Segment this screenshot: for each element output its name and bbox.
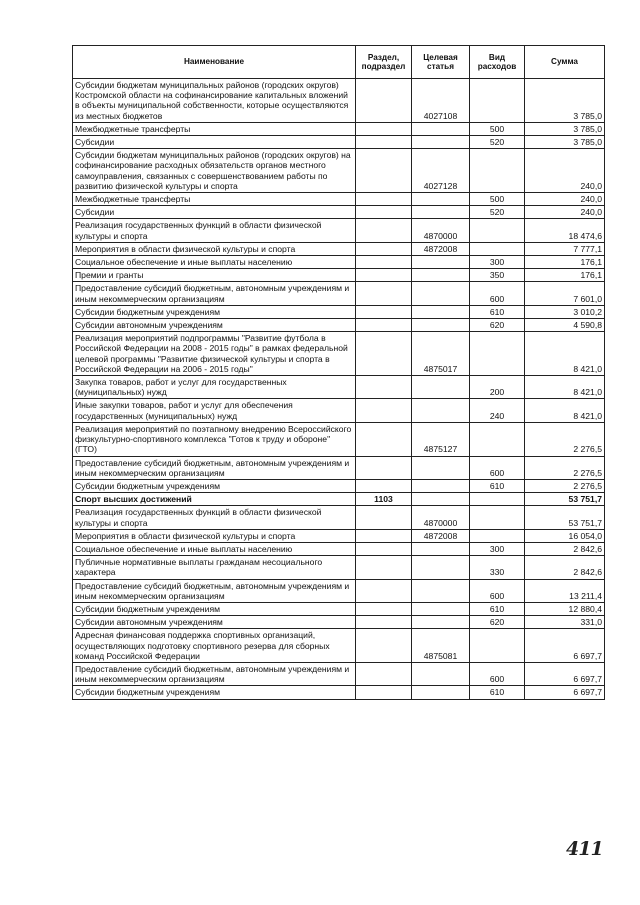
cell-type: 350 [470,269,525,282]
table-header-row [73,46,605,79]
table-row [73,602,605,615]
cell-target: 4872008 [412,529,470,542]
cell-type: 600 [470,282,525,305]
cell-target: 4875017 [412,332,470,376]
cell-sum: 2 276,5 [525,456,605,479]
cell-section [356,376,412,399]
cell-sum: 7 601,0 [525,282,605,305]
table-row [73,256,605,269]
cell-name: Субсидии автономным учреждениям [73,319,356,332]
cell-sum: 2 842,6 [525,556,605,579]
cell-sum: 18 474,6 [525,219,605,242]
cell-target [412,305,470,318]
cell-type: 200 [470,376,525,399]
cell-sum: 4 590,8 [525,319,605,332]
table-row [73,629,605,663]
cell-name: Межбюджетные трансферты [73,193,356,206]
cell-sum: 13 211,4 [525,579,605,602]
cell-type: 600 [470,456,525,479]
cell-type: 620 [470,616,525,629]
table-row [73,542,605,555]
cell-type [470,506,525,529]
cell-section [356,282,412,305]
cell-target [412,456,470,479]
cell-sum: 3 785,0 [525,79,605,123]
cell-section: 1103 [356,493,412,506]
cell-type: 330 [470,556,525,579]
cell-section [356,686,412,699]
cell-type [470,332,525,376]
table-row [73,376,605,399]
cell-section [356,529,412,542]
cell-type: 610 [470,479,525,492]
cell-target [412,479,470,492]
cell-type [470,529,525,542]
cell-target [412,399,470,422]
cell-sum: 2 842,6 [525,542,605,555]
cell-type: 610 [470,305,525,318]
budget-table [72,45,605,700]
cell-sum: 3 785,0 [525,136,605,149]
cell-type: 300 [470,256,525,269]
cell-sum: 8 421,0 [525,399,605,422]
cell-name: Предоставление субсидий бюджетным, автономным учреждениям и иным некоммерческим организациям [73,662,356,685]
table-row [73,193,605,206]
cell-name: Реализация мероприятий подпрограммы "Развитие футбола в Российской Федерации на 2008 - 2015 годы" в рамках федеральной целевой программы "Развитие физической культуры и спорта в Российской Федерации на 2006 - 2015 годы" [73,332,356,376]
cell-sum: 240,0 [525,206,605,219]
cell-name: Предоставление субсидий бюджетным, автономным учреждениям и иным некоммерческим организациям [73,579,356,602]
cell-name: Иные закупки товаров, работ и услуг для обеспечения государственных (муниципальных) нужд [73,399,356,422]
header-section: Раздел, подраздел [356,46,412,79]
cell-name: Предоставление субсидий бюджетным, автономным учреждениям и иным некоммерческим организациям [73,282,356,305]
cell-type [470,242,525,255]
cell-target: 4027128 [412,149,470,193]
cell-section [356,629,412,663]
table-row [73,616,605,629]
page-number: 411 [566,838,603,860]
cell-target: 4870000 [412,219,470,242]
cell-sum: 6 697,7 [525,629,605,663]
cell-name: Межбюджетные трансферты [73,122,356,135]
cell-name: Реализация государственных функций в области физической культуры и спорта [73,219,356,242]
cell-target: 4875127 [412,422,470,456]
cell-sum: 2 276,5 [525,479,605,492]
cell-target [412,282,470,305]
cell-type [470,149,525,193]
cell-type: 610 [470,602,525,615]
table-row [73,305,605,318]
cell-section [356,616,412,629]
cell-name: Субсидии [73,206,356,219]
header-type: Вид расходов [470,46,525,79]
table-row [73,269,605,282]
cell-section [356,269,412,282]
cell-name: Субсидии [73,136,356,149]
cell-section [356,206,412,219]
cell-name: Мероприятия в области физической культуры и спорта [73,242,356,255]
cell-name: Реализация государственных функций в области физической культуры и спорта [73,506,356,529]
cell-sum: 3 010,2 [525,305,605,318]
cell-target [412,319,470,332]
cell-section [356,136,412,149]
header-sum: Сумма [525,46,605,79]
cell-name: Субсидии бюджетным учреждениям [73,479,356,492]
cell-name: Субсидии бюджетам муниципальных районов (городских округов) Костромской области на софинансирование капитальных вложений в объекты муниципальной собственности, которые осуществляются из местных бюджетов [73,79,356,123]
cell-name: Премии и гранты [73,269,356,282]
table-row [73,422,605,456]
cell-type [470,79,525,123]
cell-name: Социальное обеспечение и иные выплаты населению [73,256,356,269]
cell-sum: 7 777,1 [525,242,605,255]
cell-type: 300 [470,542,525,555]
cell-type: 600 [470,662,525,685]
cell-section [356,256,412,269]
cell-name: Социальное обеспечение и иные выплаты населению [73,542,356,555]
cell-target [412,193,470,206]
table-row [73,479,605,492]
table-row [73,122,605,135]
table-row [73,219,605,242]
table-row [73,206,605,219]
cell-target: 4027108 [412,79,470,123]
cell-target [412,556,470,579]
cell-type: 620 [470,319,525,332]
cell-sum: 240,0 [525,193,605,206]
cell-section [356,332,412,376]
cell-section [356,602,412,615]
cell-sum: 53 751,7 [525,493,605,506]
table-row [73,332,605,376]
cell-sum: 6 697,7 [525,686,605,699]
cell-section [356,422,412,456]
cell-type [470,422,525,456]
cell-target [412,256,470,269]
cell-sum: 331,0 [525,616,605,629]
cell-section [356,456,412,479]
cell-sum: 16 054,0 [525,529,605,542]
table-row [73,149,605,193]
cell-sum: 176,1 [525,256,605,269]
cell-target [412,542,470,555]
cell-section [356,399,412,422]
cell-type: 520 [470,136,525,149]
cell-target [412,376,470,399]
cell-target [412,686,470,699]
table-row [73,79,605,123]
cell-section [356,149,412,193]
cell-section [356,122,412,135]
cell-sum: 12 880,4 [525,602,605,615]
cell-section [356,219,412,242]
cell-section [356,319,412,332]
cell-type [470,629,525,663]
cell-target [412,269,470,282]
cell-sum: 6 697,7 [525,662,605,685]
cell-type [470,493,525,506]
cell-target [412,616,470,629]
table-row [73,556,605,579]
table-row [73,399,605,422]
cell-type: 500 [470,122,525,135]
header-name: Наименование [73,46,356,79]
table-row [73,242,605,255]
cell-type: 520 [470,206,525,219]
cell-sum: 240,0 [525,149,605,193]
table-row [73,579,605,602]
table-row [73,686,605,699]
cell-name: Субсидии автономным учреждениям [73,616,356,629]
cell-type: 500 [470,193,525,206]
cell-type: 600 [470,579,525,602]
table-row [73,506,605,529]
cell-target: 4872008 [412,242,470,255]
cell-section [356,479,412,492]
cell-sum: 8 421,0 [525,376,605,399]
table-row [73,493,605,506]
cell-sum: 2 276,5 [525,422,605,456]
cell-target [412,136,470,149]
cell-name: Адресная финансовая поддержка спортивных организаций, осуществляющих подготовку спортивного резерва для сборных команд Российской Федерации [73,629,356,663]
table-row [73,662,605,685]
cell-target [412,579,470,602]
table-body [73,79,605,700]
cell-name: Закупка товаров, работ и услуг для государственных (муниципальных) нужд [73,376,356,399]
cell-section [356,242,412,255]
cell-type [470,219,525,242]
cell-type: 240 [470,399,525,422]
cell-name: Субсидии бюджетным учреждениям [73,602,356,615]
cell-sum: 3 785,0 [525,122,605,135]
table-row [73,282,605,305]
table-row [73,136,605,149]
cell-target: 4870000 [412,506,470,529]
cell-section [356,556,412,579]
cell-name: Субсидии бюджетам муниципальных районов (городских округов) на софинансирование расходных обязательств органов местного самоуправления, связанных с совершенствованием работы по развитию физической культуры и спорта [73,149,356,193]
cell-name: Субсидии бюджетным учреждениям [73,686,356,699]
cell-section [356,79,412,123]
cell-name: Реализация мероприятий по поэтапному внедрению Всероссийского физкультурно-спортивного комплекса "Готов к труду и обороне" (ГТО) [73,422,356,456]
cell-type: 610 [470,686,525,699]
cell-target [412,493,470,506]
cell-section [356,662,412,685]
cell-sum: 8 421,0 [525,332,605,376]
table-row [73,529,605,542]
cell-name: Предоставление субсидий бюджетным, автономным учреждениям и иным некоммерческим организациям [73,456,356,479]
cell-section [356,193,412,206]
table-row [73,319,605,332]
cell-section [356,506,412,529]
cell-target [412,122,470,135]
cell-name: Субсидии бюджетным учреждениям [73,305,356,318]
cell-name: Публичные нормативные выплаты гражданам несоциального характера [73,556,356,579]
cell-target [412,206,470,219]
cell-sum: 53 751,7 [525,506,605,529]
cell-target [412,602,470,615]
cell-target [412,662,470,685]
cell-name: Мероприятия в области физической культуры и спорта [73,529,356,542]
table-row [73,456,605,479]
cell-section [356,579,412,602]
cell-target: 4875081 [412,629,470,663]
cell-section [356,542,412,555]
cell-section [356,305,412,318]
cell-sum: 176,1 [525,269,605,282]
header-target: Целевая статья [412,46,470,79]
cell-name: Спорт высших достижений [73,493,356,506]
